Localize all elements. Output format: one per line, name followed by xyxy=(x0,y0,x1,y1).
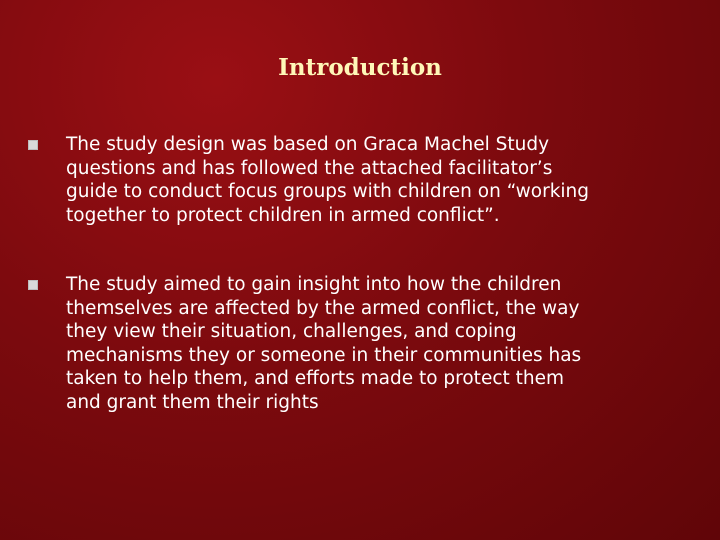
bullet-item xyxy=(28,133,698,227)
bullet-item xyxy=(28,273,698,414)
bullet-text: The study design was based on Graca Machel Study questions and has followed the attached facilitator’s guide to conduct focus groups with children on “working together to protect children in armed conflict”. xyxy=(66,134,590,226)
bullet-text: The study aimed to gain insight into how the children themselves are affected by the armed conflict, the way they view their situation, challenges, and coping mechanisms they or someone in their communities has taken to help them, and efforts made to protect them and grant them their rights xyxy=(66,274,582,413)
square-bullet-icon xyxy=(28,280,38,290)
slide-title: Introduction xyxy=(278,54,442,81)
square-bullet-icon xyxy=(28,140,38,150)
